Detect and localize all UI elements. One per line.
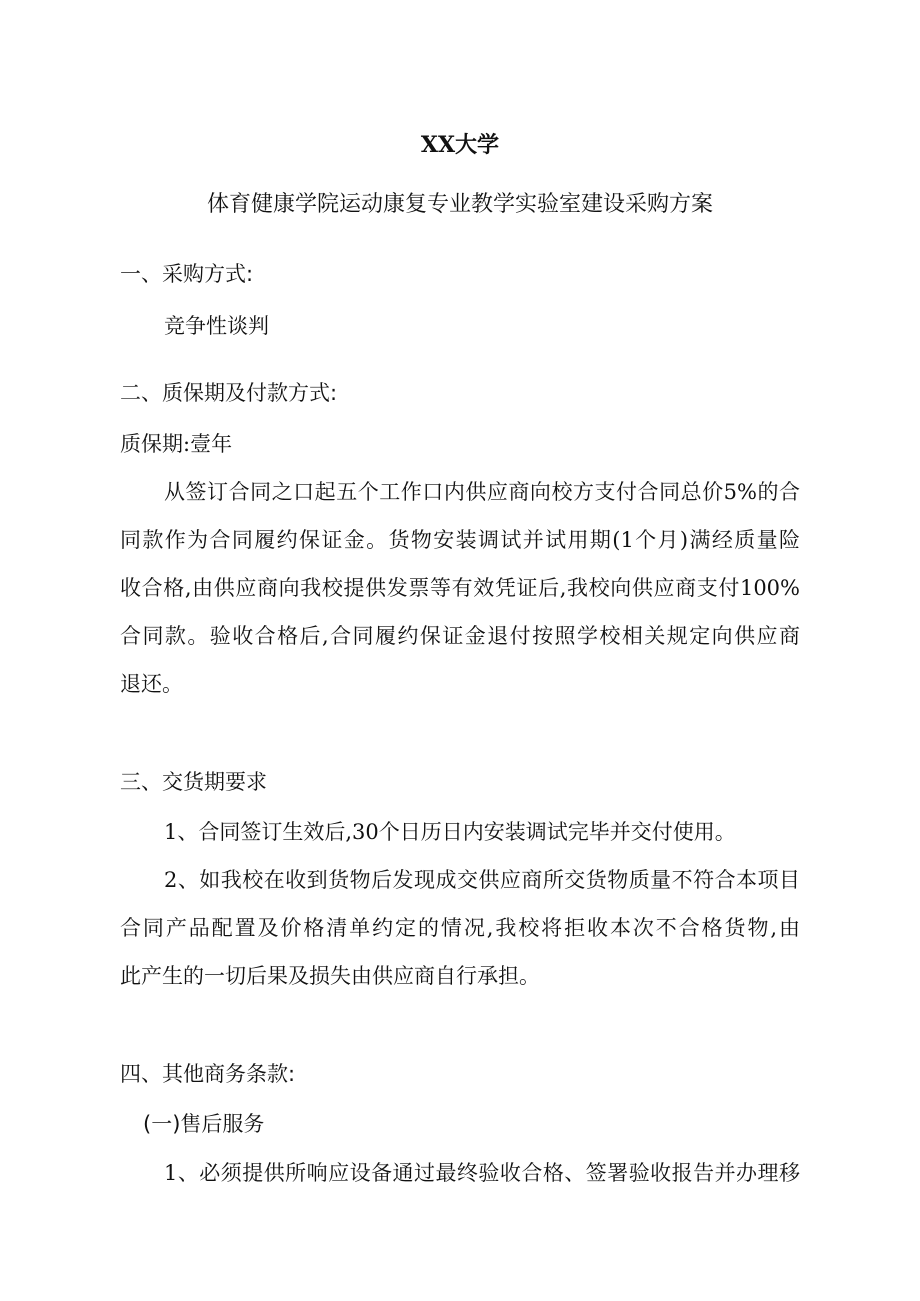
document-subtitle: 体育健康学院运动康复专业教学实验室建设采购方案 xyxy=(206,192,713,217)
after-sales-subheading: (一)售后服务 xyxy=(143,1112,265,1136)
delivery-item-1: 1、合同签订生效后,30个日历日内安装调试完毕并交付使用。 xyxy=(164,820,736,844)
section-3-heading: 三、交货期要求 xyxy=(120,770,267,794)
document-title: XX大学 xyxy=(420,132,500,158)
delivery-item-2-line-3: 此产生的一切后果及损失由供应商自行承担。 xyxy=(120,964,540,988)
payment-line-3: 收合格,由供应商向我校提供发票等有效凭证后,我校向供应商支付100% xyxy=(120,576,800,600)
section-1-content: 竞争性谈判 xyxy=(164,314,269,338)
warranty-period: 质保期:壹年 xyxy=(120,432,233,456)
payment-line-5: 退还。 xyxy=(120,672,183,696)
payment-line-4: 合同款。验收合格后,合同履约保证金退付按照学校相关规定向供应商 xyxy=(120,624,800,648)
delivery-item-2-line-2: 合同产品配置及价格清单约定的情况,我校将拒收本次不合格货物,由 xyxy=(120,916,800,940)
section-2-heading: 二、质保期及付款方式: xyxy=(120,381,338,405)
after-sales-item-1: 1、必须提供所响应设备通过最终验收合格、签署验收报告并办理移 xyxy=(164,1161,800,1185)
section-4-heading: 四、其他商务条款: xyxy=(120,1062,296,1086)
payment-line-2: 同款作为合同履约保证金。货物安装调试并试用期(1个月)满经质量险 xyxy=(120,528,800,552)
payment-line-1: 从签订合同之口起五个工作口内供应商向校方支付合同总价5%的合 xyxy=(164,480,800,504)
section-1-heading: 一、采购方式: xyxy=(120,262,254,286)
delivery-item-2-line-1: 2、如我校在收到货物后发现成交供应商所交货物质量不符合本项目 xyxy=(164,868,800,892)
